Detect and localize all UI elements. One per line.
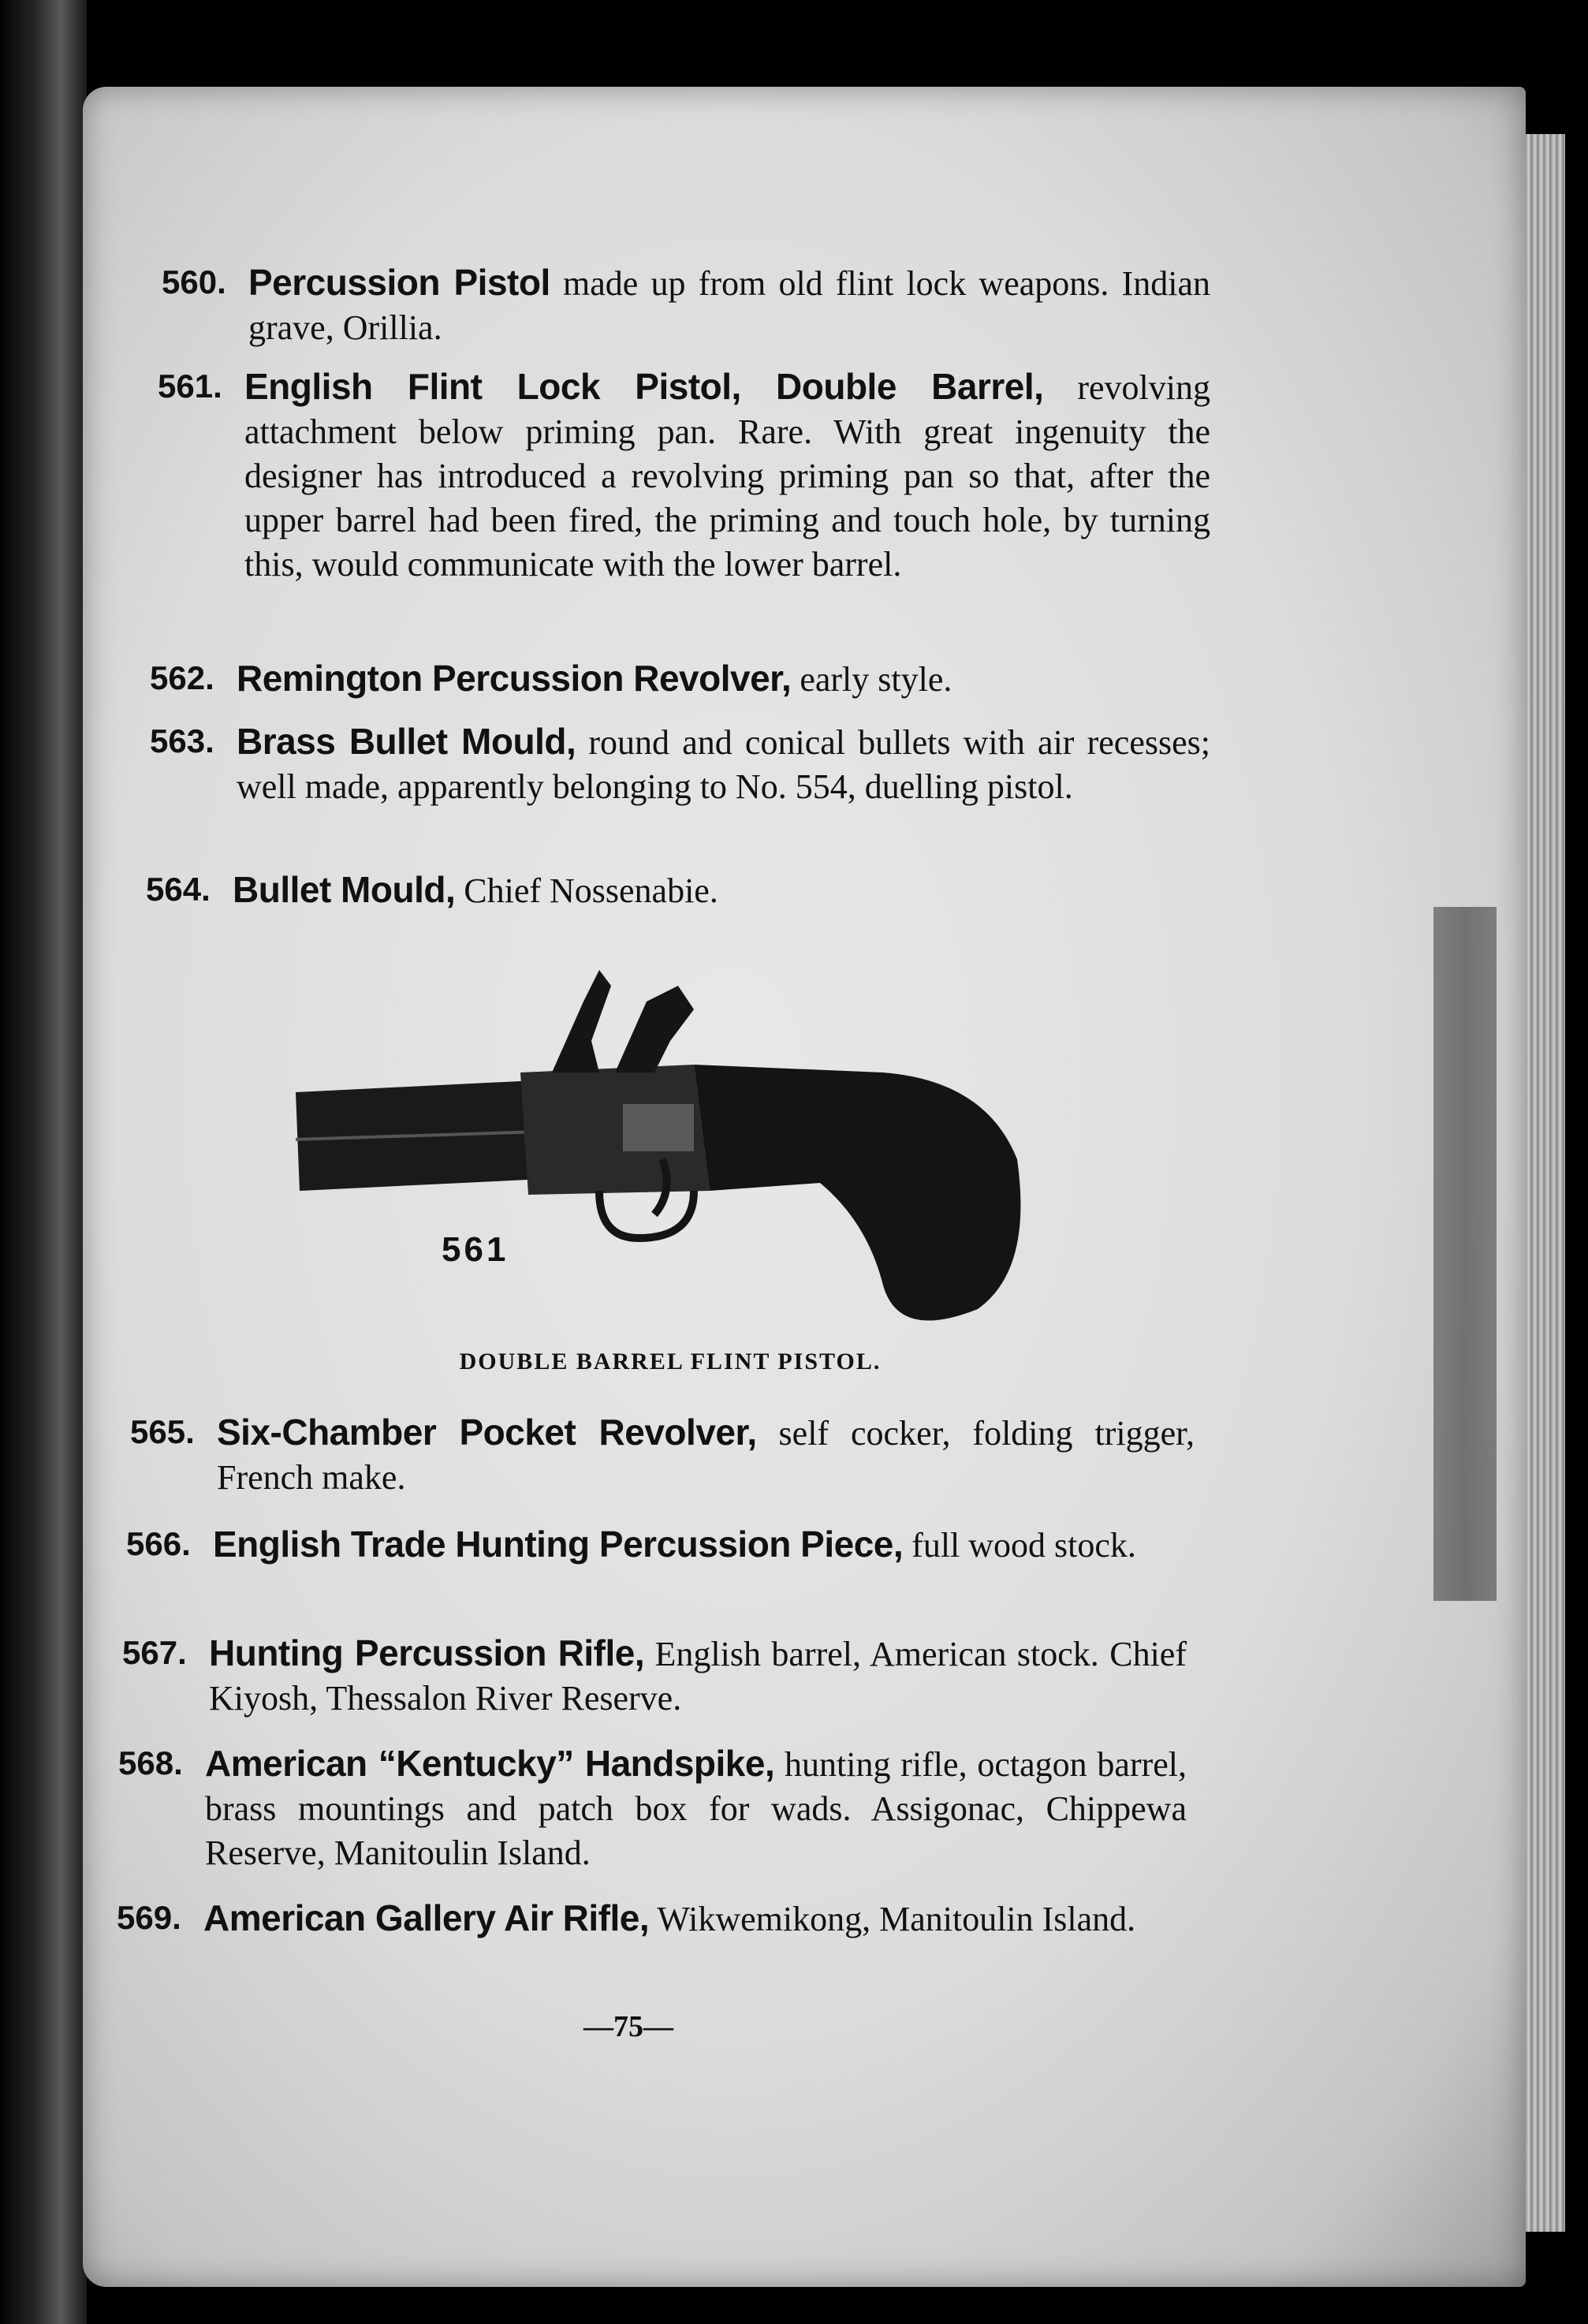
figure-caption: DOUBLE BARREL FLINT PISTOL. [459, 1349, 882, 1375]
entry-563 [150, 719, 1210, 809]
entry-title: Six-Chamber Pocket Revolver, [217, 1412, 757, 1453]
pistol-illustration [284, 954, 1041, 1364]
entry-562 [150, 656, 1210, 702]
entry-title: American “Kentucky” Handspike, [205, 1743, 775, 1784]
entry-text: revolving attachment below priming pan. Rare. With great ingenuity the designer has introduced a revolving priming pan so that, after the upper barrel had been fired, the priming and touch hole, by turning this, would communicate with the lower barrel. [244, 368, 1210, 584]
page-number: —75— [583, 2010, 673, 2043]
entry-number: 567. [122, 1634, 187, 1671]
entry-566 [126, 1522, 1191, 1568]
entry-text: English barrel, American stock. Chief Kiyosh, Thessalon River Reserve. [209, 1635, 1187, 1718]
entry-568 [118, 1741, 1187, 1875]
entry-text: made up from old flint lock weapons. Indian grave, Orillia. [248, 264, 1211, 347]
entry-567 [122, 1631, 1187, 1721]
page-edges [1526, 134, 1565, 2232]
entry-title: American Gallery Air Rifle, [203, 1897, 650, 1938]
entry-text: early style. [791, 660, 952, 699]
entry-565 [130, 1410, 1195, 1500]
entry-text: round and conical bullets with air recesses; well made, apparently belonging to No. 554, duelling pistol. [237, 723, 1210, 806]
entry-number: 569. [117, 1899, 181, 1936]
entry-text: hunting rifle, octagon barrel, brass mountings and patch box for wads. Assigonac, Chippewa Reserve, Manitoulin Island. [205, 1745, 1187, 1872]
book-spine-left [0, 0, 87, 2324]
entry-title: English Trade Hunting Percussion Piece, [213, 1524, 904, 1565]
entry-title: English Flint Lock Pistol, Double Barrel, [244, 366, 1044, 407]
figure-number: 561 [442, 1230, 509, 1269]
entry-text: full wood stock. [903, 1526, 1136, 1565]
entry-number: 562. [150, 659, 214, 696]
entry-number: 565. [130, 1413, 195, 1450]
entry-561 [158, 364, 1210, 587]
entry-number: 561. [158, 367, 222, 405]
entry-number: 560. [162, 263, 226, 300]
entry-number: 568. [118, 1744, 183, 1781]
entry-number: 563. [150, 722, 214, 759]
entry-title: Remington Percussion Revolver, [237, 658, 792, 699]
entry-564 [146, 867, 1206, 913]
entry-title: Percussion Pistol [248, 262, 550, 303]
library-stamp [1433, 907, 1497, 1601]
entry-number: 564. [146, 871, 211, 908]
entry-560 [162, 260, 1210, 350]
entry-title: Bullet Mould, [233, 869, 456, 910]
entry-text: Wikwemikong, Manitoulin Island. [649, 1900, 1136, 1938]
entry-number: 566. [126, 1525, 191, 1562]
entry-text: self cocker, folding trigger, French make. [217, 1414, 1195, 1497]
entry-text: Chief Nossenabie. [455, 871, 718, 910]
entry-title: Hunting Percussion Rifle, [209, 1632, 645, 1673]
entry-title: Brass Bullet Mould, [237, 721, 576, 762]
entry-569 [117, 1896, 1185, 1942]
